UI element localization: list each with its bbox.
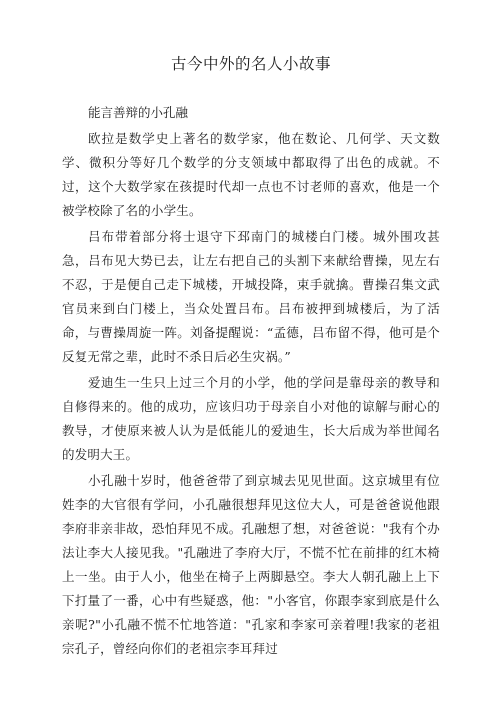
paragraph-euler: 欧拉是数学史上著名的数学家，他在数论、几何学、天文数学、微积分等好几个数学的分支领域中都取得了出色的成就。不过，这个大数学家在孩提时代却一点也不讨老师的喜欢，他是一个被学校除了名的小学生。 <box>62 131 440 218</box>
document-title: 古今中外的名人小故事 <box>170 55 331 73</box>
paragraph-lubu: 吕布带着部分将士退守下邳南门的城楼白门楼。城外围攻甚急，吕布见大势已去，让左右把自己的头割下来献给曹操，见左右不忍，于是便自己走下城楼，开城投降，束手就擒。曹操召集文武官员来到白门楼上，当众处置吕布。吕布被押到城楼后，为了活命，与曹操周旋一阵。刘备提醒说：“孟德，吕布留不得，他可是个反复无常之辈，此时不杀日后必生灾祸。” <box>62 229 440 364</box>
paragraph-edison: 爱迪生一生只上过三个月的小学，他的学问是靠母亲的教导和自修得来的。他的成功，应该归功于母亲自小对他的谅解与耐心的教导，才使原来被人认为是低能儿的爱迪生，长大后成为举世闻名的发明大王。 <box>62 375 440 462</box>
story-subtitle: 能言善辩的小孔融 <box>88 105 189 120</box>
paragraph-kongrong: 小孔融十岁时，他爸爸带了到京城去见见世面。这京城里有位姓李的大官很有学问，小孔融很想拜见这位大人，可是爸爸说他跟李府非亲非故，恐怕拜见不成。孔融想了想，对爸爸说："我有个办法让李大人接见我。"孔融进了李府大厅，不慌不忙在前排的红木椅上一坐。由于人小，他坐在椅子上两脚悬空。李大人朝孔融上上下下打量了一番，心中有些疑惑，他："小客官，你跟李家到底是什么亲呢?"小孔融不慌不忙地答道："孔家和李家可亲着哩!我家的老祖宗孔子，曾经向你们的老祖宗李耳拜过 <box>62 473 440 656</box>
